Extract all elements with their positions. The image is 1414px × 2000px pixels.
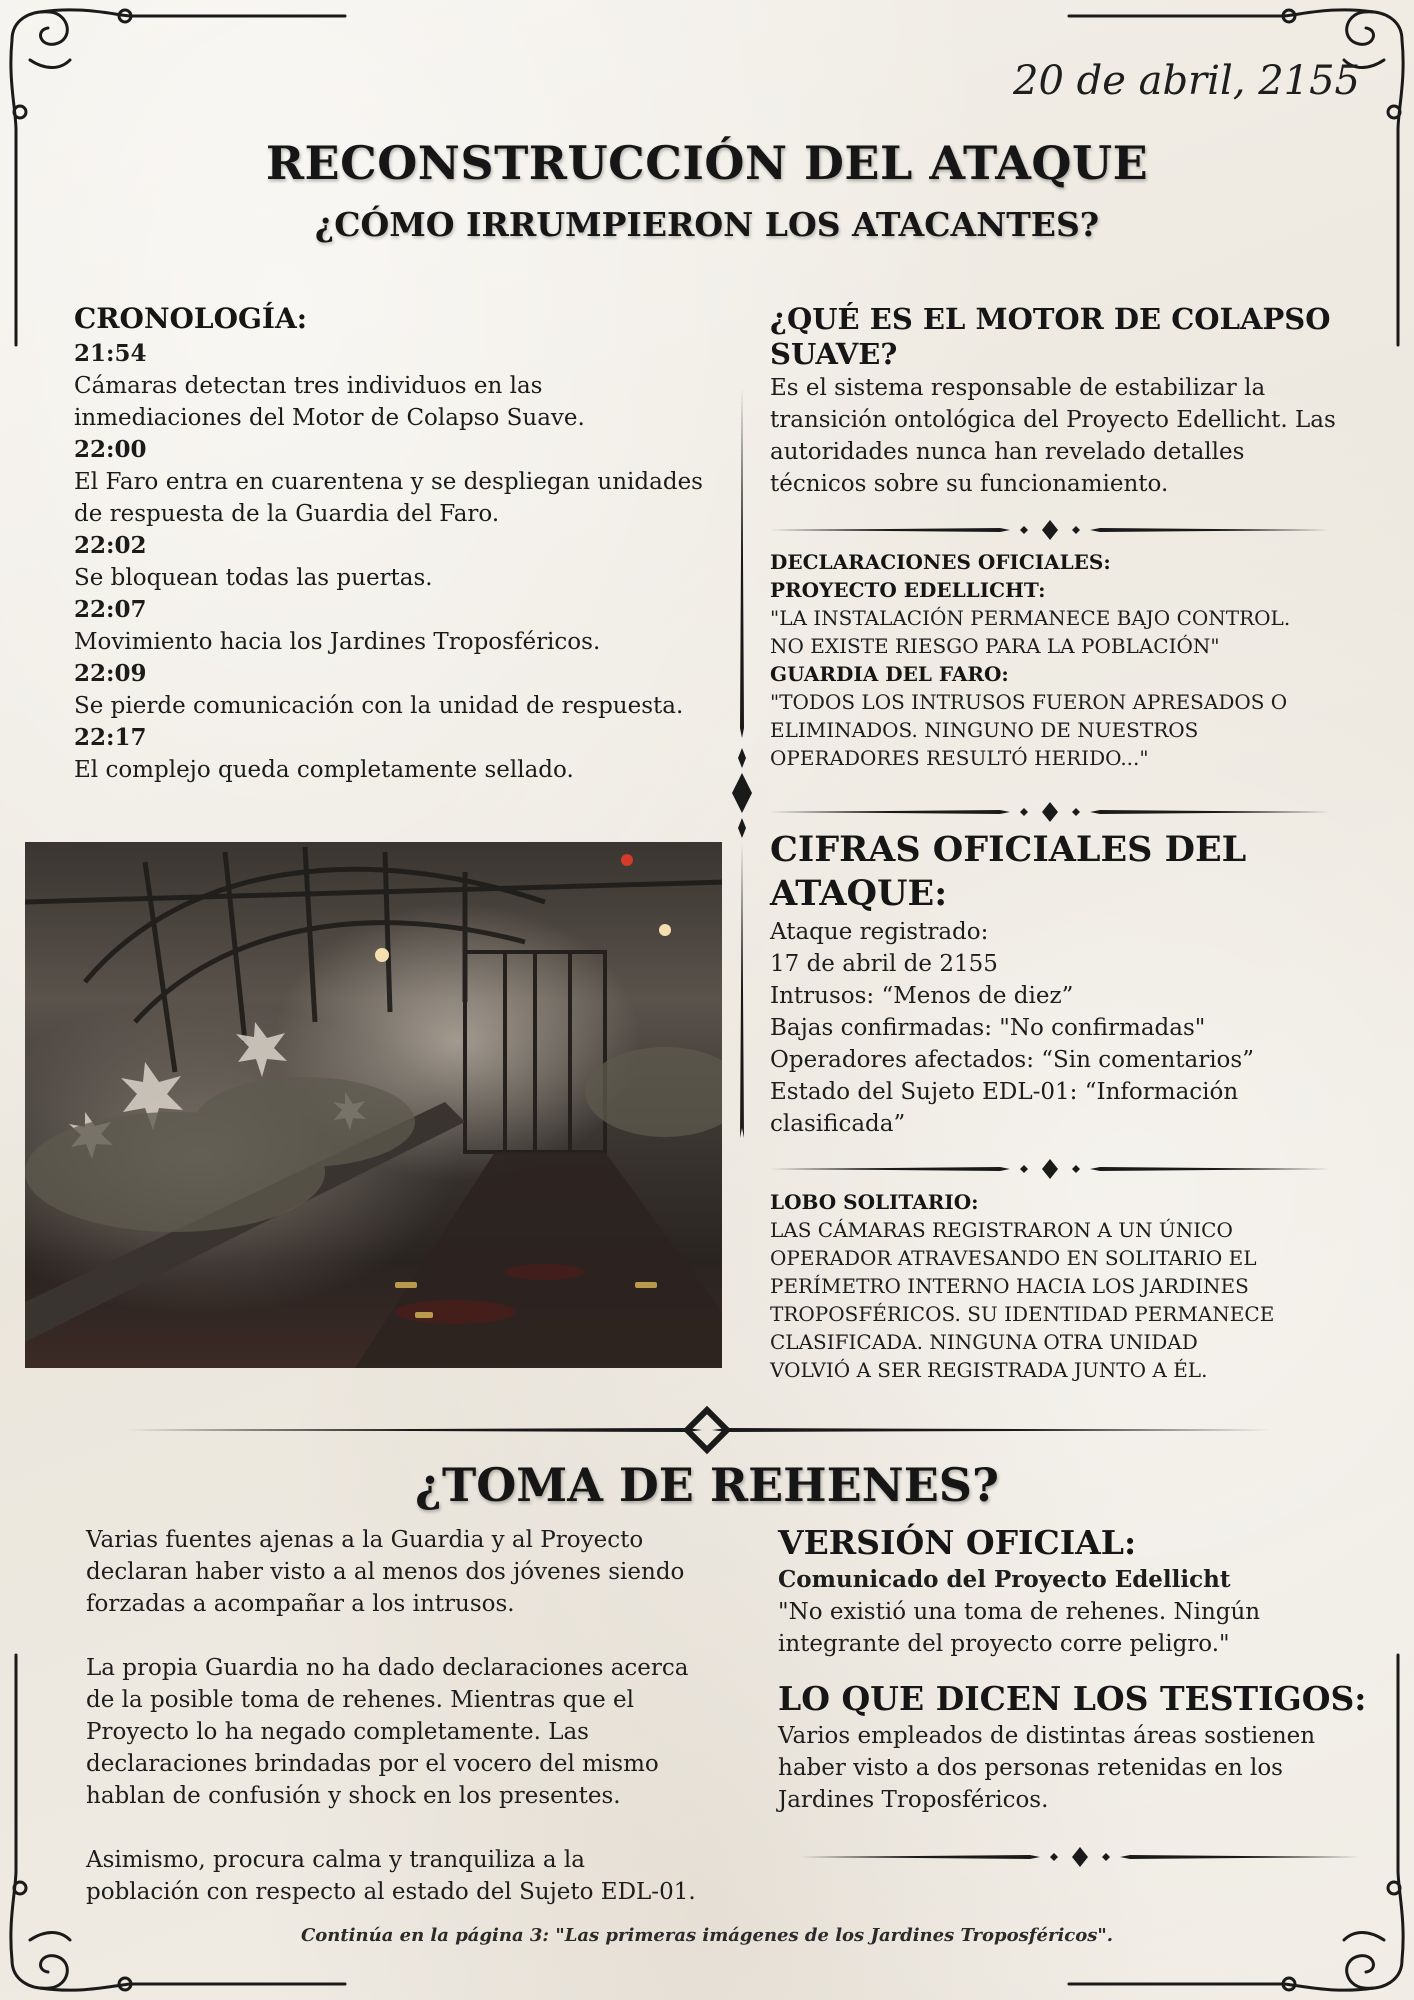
official-version-section (778, 1522, 1378, 1660)
greenhouse-photo (25, 842, 722, 1368)
ornamental-divider (770, 1157, 1330, 1181)
timeline-event (74, 594, 734, 658)
guard-quote: "TODOS LOS INTRUSOS FUERON APRESADOS O ELIMINADOS. NINGUNO DE NUESTROS OPERADORES RESULTÓ HERIDO..." (770, 690, 1288, 770)
official-version-heading: VERSIÓN OFICIAL: (778, 1523, 1137, 1562)
figure-line: 17 de abril de 2155 (770, 951, 998, 977)
greenhouse-illustration (25, 842, 722, 1368)
lone-wolf-section (770, 1188, 1370, 1384)
hostage-paragraph: Asimismo, procura calma y tranquiliza a la población con respecto al estado del Sujeto EDL-01. (86, 1847, 696, 1905)
timeline-event (74, 338, 734, 434)
ornamental-divider (770, 800, 1330, 824)
motor-section (770, 302, 1370, 500)
timeline-desc: El Faro entra en cuarentena y se despliegan unidades de respuesta de la Guardia del Faro. (74, 468, 703, 527)
figure-line: Intrusos: “Menos de diez” (770, 983, 1074, 1009)
timeline-time: 22:07 (74, 595, 147, 623)
timeline-time: 21:54 (74, 339, 147, 367)
motor-heading: ¿QUÉ ES EL MOTOR DE COLAPSO SUAVE? (770, 302, 1331, 371)
figure-line: Operadores afectados: “Sin comentarios” (770, 1047, 1254, 1073)
timeline-event (74, 722, 734, 786)
timeline-desc: Movimiento hacia los Jardines Troposféricos. (74, 628, 601, 655)
figure-line: Bajas confirmadas: "No confirmadas" (770, 1015, 1206, 1041)
lone-wolf-heading: LOBO SOLITARIO: (770, 1190, 979, 1214)
timeline-event (74, 434, 734, 530)
ornamental-divider (770, 518, 1330, 542)
column-divider (722, 388, 762, 1138)
figures-section (770, 828, 1370, 1140)
declarations-section (770, 548, 1370, 772)
timeline-event (74, 658, 734, 722)
official-version-quote: "No existió una toma de rehenes. Ningún integrante del proyecto corre peligro." (778, 1599, 1261, 1657)
timeline-desc: Se bloquean todas las puertas. (74, 564, 433, 591)
timeline-heading: CRONOLOGÍA: (74, 302, 308, 335)
official-version-source: Comunicado del Proyecto Edellicht (778, 1566, 1231, 1593)
ornamental-divider (800, 1845, 1360, 1869)
hostage-heading: ¿TOMA DE REHENES? (415, 1458, 999, 1512)
motor-text: Es el sistema responsable de estabilizar la transición ontológica del Proyecto Edellicht. Las autoridades nunca han revelado detalles técnicos sobre su funcionamiento. (770, 374, 1336, 497)
figure-line: Ataque registrado: (770, 919, 989, 945)
figure-line: Estado del Sujeto EDL-01: “Información clasificada” (770, 1079, 1239, 1137)
timeline-time: 22:09 (74, 659, 147, 687)
continuation-note: Continúa en la página 3: "Las primeras imágenes de los Jardines Troposféricos". (300, 1925, 1114, 1946)
witnesses-heading: LO QUE DICEN LOS TESTIGOS: (778, 1679, 1367, 1718)
timeline-event (74, 530, 734, 594)
timeline-desc: Se pierde comunicación con la unidad de respuesta. (74, 692, 684, 719)
project-label: PROYECTO EDELLICHT: (770, 578, 1046, 602)
section-divider (127, 1405, 1287, 1455)
hostage-paragraph: Varias fuentes ajenas a la Guardia y al Proyecto declaran haber visto a al menos dos jóvenes siendo forzadas a acompañar a los intrusos. (86, 1527, 685, 1617)
project-quote: "LA INSTALACIÓN PERMANECE BAJO CONTROL. NO EXISTE RIESGO PARA LA POBLACIÓN" (770, 606, 1291, 658)
figures-heading: CIFRAS OFICIALES DEL ATAQUE: (770, 829, 1247, 914)
hostages-section (86, 1524, 746, 1908)
timeline-desc: El complejo queda completamente sellado. (74, 756, 574, 783)
witnesses-text: Varios empleados de distintas áreas sostienen haber visto a dos personas retenidas en los Jardines Troposféricos. (778, 1723, 1316, 1813)
lone-wolf-text: LAS CÁMARAS REGISTRARON A UN ÚNICO OPERADOR ATRAVESANDO EN SOLITARIO EL PERÍMETRO INTERNO HACIA LOS JARDINES TROPOSFÉRICOS. SU IDENTIDAD PERMANECE CLASIFICADA. NINGUNA OTRA UNIDAD VOLVIÓ A SER REGISTRADA JUNTO A ÉL. (770, 1218, 1275, 1382)
hostage-paragraph: La propia Guardia no ha dado declaraciones acerca de la posible toma de rehenes. Mientras que el Proyecto lo ha negado completamente. Las declaraciones brindadas por el vocero del mismo hablan de confusión y shock en los presentes. (86, 1655, 689, 1809)
declarations-heading: DECLARACIONES OFICIALES: (770, 550, 1111, 574)
witnesses-section (778, 1678, 1398, 1816)
guard-label: GUARDIA DEL FARO: (770, 662, 1009, 686)
issue-date: 20 de abril, 2155 (1013, 58, 1360, 104)
page-title: RECONSTRUCCIÓN DEL ATAQUE (265, 136, 1149, 190)
timeline-time: 22:00 (74, 435, 147, 463)
timeline-time: 22:17 (74, 723, 147, 751)
timeline-section (74, 302, 734, 786)
page-subtitle: ¿CÓMO IRRUMPIERON LOS ATACANTES? (314, 205, 1100, 244)
timeline-desc: Cámaras detectan tres individuos en las inmediaciones del Motor de Colapso Suave. (74, 372, 585, 431)
timeline-time: 22:02 (74, 531, 147, 559)
